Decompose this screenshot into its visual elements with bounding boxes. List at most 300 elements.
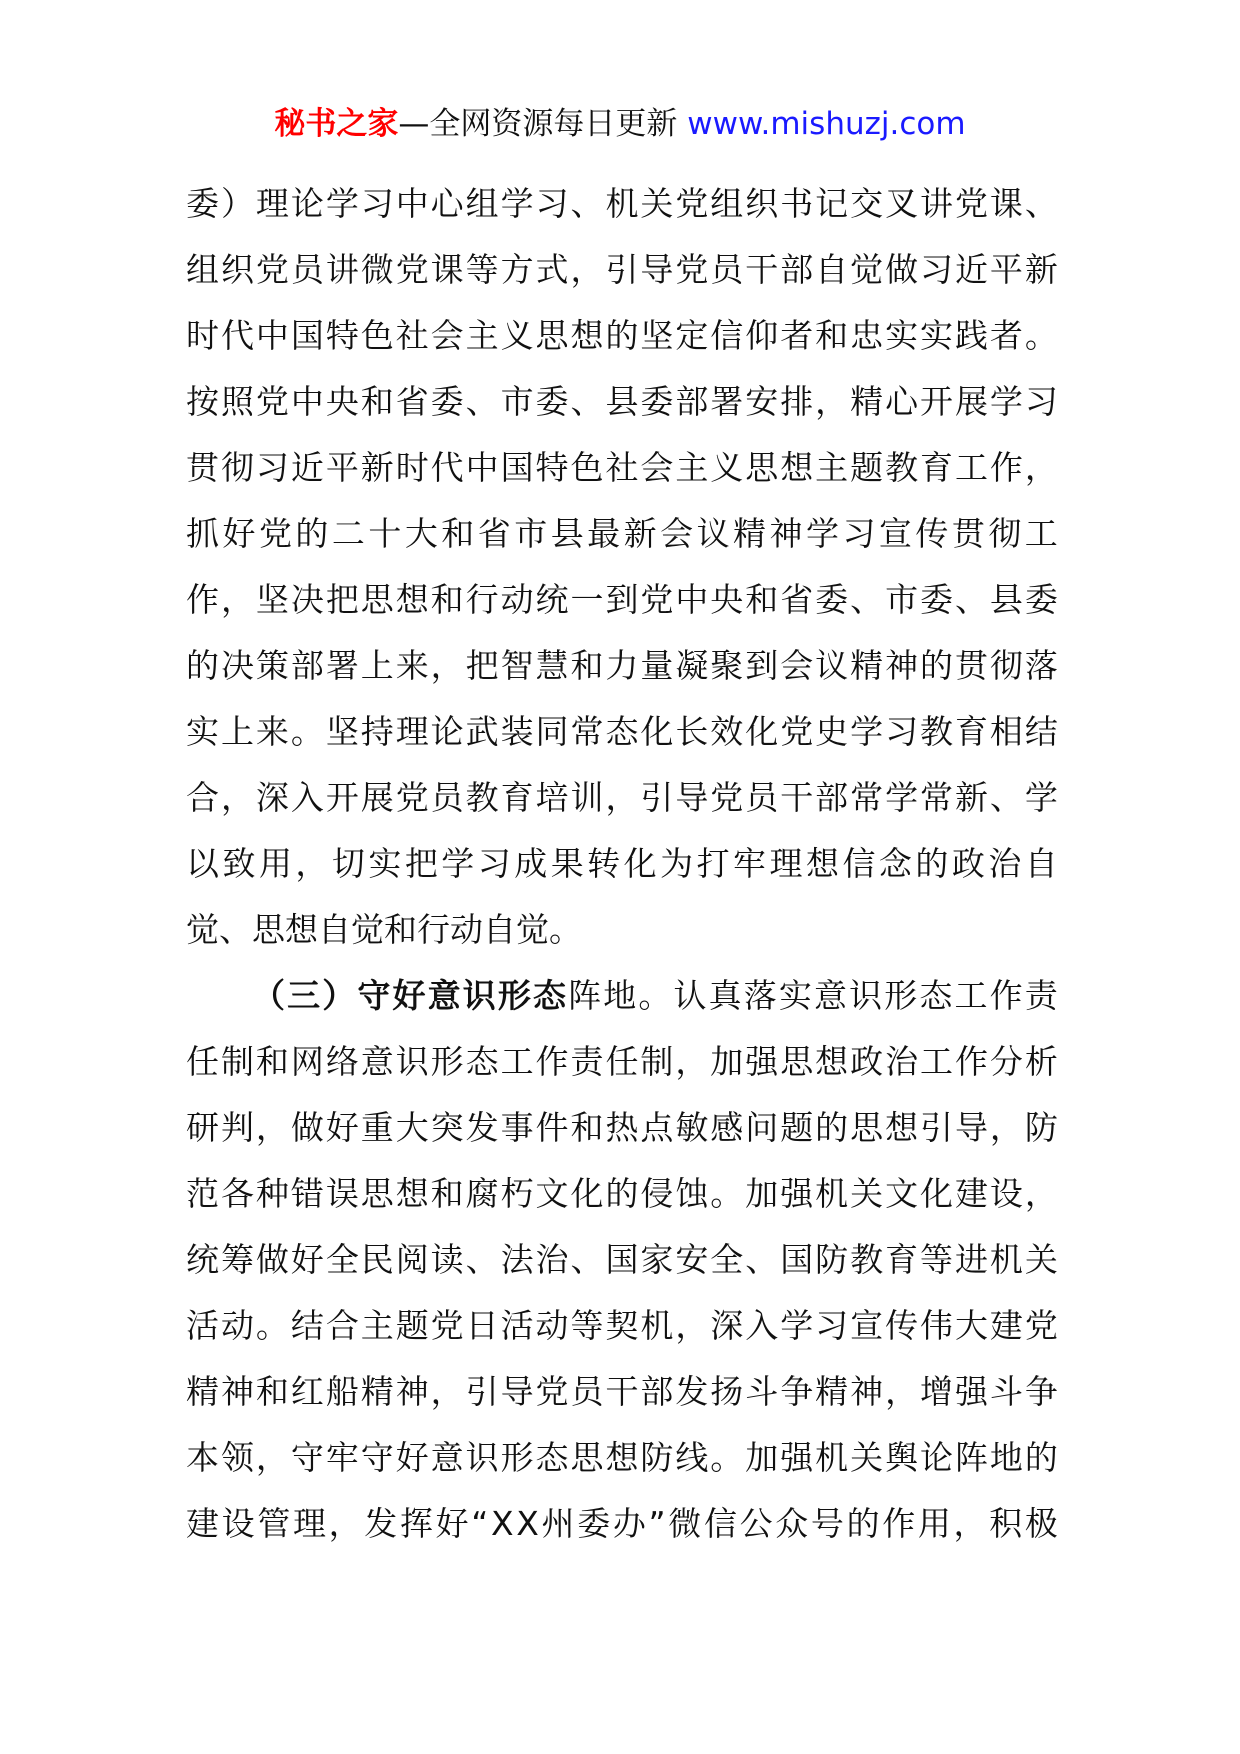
text-line bbox=[186, 633, 1058, 699]
text-char: 蚀 bbox=[675, 1174, 709, 1213]
text-char: 意 bbox=[430, 1438, 464, 1477]
text-char: 微 bbox=[360, 250, 394, 289]
text-char: 上 bbox=[360, 646, 394, 685]
text-char: 一 bbox=[570, 580, 604, 619]
text-char: 公 bbox=[739, 1504, 773, 1543]
text-char: ， bbox=[255, 1438, 289, 1477]
text-char: 误 bbox=[325, 1174, 359, 1213]
text-char: 坚 bbox=[640, 316, 674, 355]
text-char: 新 bbox=[360, 448, 394, 487]
text-char: 学 bbox=[885, 778, 919, 817]
text-char: 筹 bbox=[220, 1240, 254, 1279]
text-char: 制 bbox=[640, 1042, 674, 1081]
text-char: 省 bbox=[780, 580, 814, 619]
text-char: 会 bbox=[660, 514, 694, 553]
text-char: 想 bbox=[395, 1174, 429, 1213]
text-char: 好 bbox=[395, 1438, 429, 1477]
text-char: 。 bbox=[290, 712, 324, 751]
text-char: 用 bbox=[258, 844, 292, 883]
section-heading-line bbox=[186, 963, 1058, 1029]
text-char: 化 bbox=[640, 712, 674, 751]
text-char: 央 bbox=[325, 382, 359, 421]
text-line bbox=[186, 501, 1058, 567]
text-char: 致 bbox=[222, 844, 256, 883]
text-char: 防 bbox=[640, 1438, 674, 1477]
text-char: 习 bbox=[920, 250, 954, 289]
text-char: 错 bbox=[290, 1174, 324, 1213]
text-char: 平 bbox=[325, 448, 359, 487]
text-char: 思 bbox=[360, 1174, 394, 1213]
text-char: 市 bbox=[500, 382, 534, 421]
text-char: 实 bbox=[368, 844, 402, 883]
text-char: 党 bbox=[640, 580, 674, 619]
text-char: 大 bbox=[395, 1108, 429, 1147]
text-char: 十 bbox=[368, 514, 402, 553]
text-char: 结 bbox=[1024, 712, 1058, 751]
text-char: 契 bbox=[605, 1306, 639, 1345]
text-char: 、 bbox=[465, 382, 499, 421]
text-char: 防 bbox=[1024, 1108, 1058, 1147]
text-char: 件 bbox=[535, 1108, 569, 1147]
text-char: 守 bbox=[360, 1438, 394, 1477]
text-char: 中 bbox=[675, 580, 709, 619]
text-char: 、 bbox=[570, 184, 604, 223]
text-char: 委 bbox=[1024, 580, 1058, 619]
text-char: 学 bbox=[325, 184, 359, 223]
text-char: 各 bbox=[220, 1174, 254, 1213]
text-char: 想 bbox=[285, 910, 318, 949]
text-char: 红 bbox=[290, 1372, 324, 1411]
text-char: 习 bbox=[815, 1306, 849, 1345]
text-char: 色 bbox=[360, 316, 394, 355]
text-char: 政 bbox=[951, 844, 985, 883]
text-char: 理 bbox=[255, 184, 289, 223]
text-char: 做 bbox=[290, 1108, 324, 1147]
text-char: 积 bbox=[989, 1504, 1023, 1543]
text-char: 想 bbox=[395, 580, 429, 619]
text-char: 强 bbox=[745, 1042, 779, 1081]
text-char: 党 bbox=[255, 250, 289, 289]
text-char: 建 bbox=[954, 1174, 988, 1213]
text-char: 育 bbox=[954, 712, 988, 751]
text-char: 展 bbox=[360, 778, 394, 817]
text-char: 作 bbox=[989, 448, 1023, 487]
text-char: 把 bbox=[404, 844, 438, 883]
text-char: 打 bbox=[696, 844, 730, 883]
text-char: 员 bbox=[710, 250, 744, 289]
text-char: 传 bbox=[915, 514, 949, 553]
text-char: 建 bbox=[989, 1306, 1023, 1345]
text-char: 习 bbox=[360, 184, 394, 223]
text-char: 教 bbox=[850, 1240, 884, 1279]
text-line bbox=[186, 1425, 1058, 1491]
text-char: ， bbox=[295, 844, 329, 883]
text-char: 伟 bbox=[920, 1306, 954, 1345]
text-char: 照 bbox=[220, 382, 254, 421]
text-char: 署 bbox=[325, 646, 359, 685]
text-char: 部 bbox=[290, 646, 324, 685]
text-char: 。 bbox=[638, 976, 672, 1015]
text-char: 想 bbox=[805, 844, 839, 883]
text-line bbox=[186, 1029, 1058, 1095]
text-char: 主 bbox=[675, 448, 709, 487]
text-char: 神 bbox=[885, 646, 919, 685]
text-char: 学 bbox=[780, 1306, 814, 1345]
text-char: 委 bbox=[920, 580, 954, 619]
text-char: 态 bbox=[535, 1438, 569, 1477]
text-char: 决 bbox=[290, 580, 324, 619]
text-char: 阵 bbox=[954, 1438, 988, 1477]
text-char: 本 bbox=[186, 1438, 219, 1477]
text-char: 坚 bbox=[255, 580, 289, 619]
text-char: 神 bbox=[850, 1372, 884, 1411]
text-char: 抓 bbox=[186, 514, 219, 553]
site-brand-name: 秘书之家 bbox=[274, 106, 399, 142]
text-char: 作 bbox=[882, 1504, 916, 1543]
text-char: 新 bbox=[1024, 250, 1058, 289]
text-char: 和 bbox=[430, 1174, 464, 1213]
text-char: 彻 bbox=[988, 514, 1022, 553]
text-char: 防 bbox=[815, 1240, 849, 1279]
text-char: 、 bbox=[465, 1240, 499, 1279]
text-char: 课 bbox=[989, 184, 1023, 223]
text-char: 代 bbox=[430, 448, 464, 487]
text-char: 大 bbox=[404, 514, 438, 553]
text-char: 引 bbox=[465, 1372, 499, 1411]
text-line bbox=[186, 171, 1058, 237]
text-char: 育 bbox=[500, 778, 534, 817]
text-char: 加 bbox=[745, 1438, 779, 1477]
text-char: 组 bbox=[465, 184, 499, 223]
text-char: 党 bbox=[395, 250, 429, 289]
text-char: 精 bbox=[815, 1372, 849, 1411]
text-char: 和 bbox=[255, 1372, 289, 1411]
text-char: 和 bbox=[255, 1042, 289, 1081]
text-char: 众 bbox=[775, 1504, 809, 1543]
text-char: 法 bbox=[500, 1240, 534, 1279]
text-char: 和 bbox=[441, 514, 475, 553]
text-char: 思 bbox=[360, 580, 394, 619]
text-char: 代 bbox=[220, 316, 254, 355]
text-char: 式 bbox=[535, 250, 569, 289]
text-char: 效 bbox=[710, 712, 744, 751]
text-char: 想 bbox=[885, 1108, 919, 1147]
text-char: 自 bbox=[815, 250, 849, 289]
text-char: 量 bbox=[640, 646, 674, 685]
text-char: 进 bbox=[954, 1240, 988, 1279]
text-char: 、 bbox=[745, 1240, 779, 1279]
text-char: 加 bbox=[710, 1042, 744, 1081]
site-tagline: —全网资源每日更新 bbox=[398, 106, 678, 142]
text-char: 、 bbox=[1024, 184, 1058, 223]
text-char: 市 bbox=[514, 514, 548, 553]
text-char: 中 bbox=[395, 184, 429, 223]
text-char: 念 bbox=[878, 844, 912, 883]
text-char: 。 bbox=[1024, 316, 1058, 355]
text-char: 、 bbox=[989, 778, 1023, 817]
text-char: 信 bbox=[842, 844, 876, 883]
text-line-paragraph-end bbox=[186, 897, 1058, 963]
text-char: 委 bbox=[430, 382, 464, 421]
text-char: 委 bbox=[640, 382, 674, 421]
text-char: 。 bbox=[255, 1306, 289, 1345]
text-char: 扬 bbox=[710, 1372, 744, 1411]
text-char: 实 bbox=[186, 712, 219, 751]
text-char: 讲 bbox=[325, 250, 359, 289]
text-char: 神 bbox=[395, 1372, 429, 1411]
text-char: 政 bbox=[850, 1042, 884, 1081]
text-char: 敏 bbox=[675, 1108, 709, 1147]
text-char: 的 bbox=[920, 646, 954, 685]
text-char: 阵 bbox=[568, 976, 602, 1015]
text-char: 近 bbox=[290, 448, 324, 487]
text-char: 工 bbox=[1024, 514, 1058, 553]
text-char: ， bbox=[675, 1042, 709, 1081]
text-char: 慧 bbox=[535, 646, 569, 685]
text-char: 动 bbox=[450, 910, 483, 949]
text-char: ， bbox=[815, 382, 849, 421]
text-char: 管 bbox=[257, 1504, 291, 1543]
text-char: 化 bbox=[570, 1174, 604, 1213]
text-line bbox=[186, 237, 1058, 303]
text-char: 贯 bbox=[186, 448, 219, 487]
text-char: 学 bbox=[805, 514, 839, 553]
text-char: 领 bbox=[220, 1438, 254, 1477]
text-char: 等 bbox=[465, 250, 499, 289]
text-char: 县 bbox=[550, 514, 584, 553]
text-char: 坚 bbox=[325, 712, 359, 751]
text-char: ， bbox=[1024, 1174, 1058, 1213]
text-char: 文 bbox=[885, 1174, 919, 1213]
text-char: 自 bbox=[1024, 844, 1058, 883]
text-char: 号 bbox=[810, 1504, 844, 1543]
text-char: 新 bbox=[954, 778, 988, 817]
text-char: 党 bbox=[535, 1372, 569, 1411]
text-char: 色 bbox=[570, 448, 604, 487]
text-char: 争 bbox=[780, 1372, 814, 1411]
text-line bbox=[186, 1161, 1058, 1227]
text-char: 和 bbox=[570, 1108, 604, 1147]
text-line bbox=[186, 369, 1058, 435]
text-char: 。 bbox=[549, 910, 582, 949]
text-char: 会 bbox=[430, 316, 464, 355]
text-char: 到 bbox=[745, 646, 779, 685]
text-char: 工 bbox=[954, 976, 988, 1015]
text-line bbox=[186, 435, 1058, 501]
text-char: 州 bbox=[541, 1504, 575, 1543]
text-char: 部 bbox=[815, 778, 849, 817]
text-char: 工 bbox=[954, 448, 988, 487]
text-char: 觉 bbox=[186, 910, 219, 949]
text-char: 入 bbox=[745, 1306, 779, 1345]
text-char: （ bbox=[252, 976, 285, 1015]
text-char: 。 bbox=[710, 1174, 744, 1213]
text-char: 化 bbox=[745, 712, 779, 751]
text-char: 理 bbox=[769, 844, 803, 883]
text-char: 守 bbox=[290, 1438, 324, 1477]
text-char: ） bbox=[322, 976, 356, 1015]
text-char: 主 bbox=[465, 316, 499, 355]
text-char: 种 bbox=[255, 1174, 289, 1213]
text-char: 和 bbox=[745, 580, 779, 619]
text-char: 导 bbox=[675, 778, 709, 817]
text-char: 作 bbox=[989, 976, 1023, 1015]
text-char: 、 bbox=[219, 910, 252, 949]
text-char: 党 bbox=[675, 250, 709, 289]
text-char: 切 bbox=[331, 844, 365, 883]
text-char: 员 bbox=[430, 778, 464, 817]
text-char: 建 bbox=[186, 1504, 219, 1543]
text-char: 全 bbox=[710, 1240, 744, 1279]
text-char: 凝 bbox=[675, 646, 709, 685]
text-char: 关 bbox=[1024, 1240, 1058, 1279]
text-char: 强 bbox=[780, 1174, 814, 1213]
text-char: 教 bbox=[920, 712, 954, 751]
text-char: 精 bbox=[850, 646, 884, 685]
text-char: 、 bbox=[570, 1240, 604, 1279]
text-char: 干 bbox=[745, 250, 779, 289]
text-char: 决 bbox=[220, 646, 254, 685]
text-char: 常 bbox=[850, 778, 884, 817]
text-char: 研 bbox=[186, 1108, 219, 1147]
text-char: 党 bbox=[710, 778, 744, 817]
text-char: 、 bbox=[570, 382, 604, 421]
text-char: 题 bbox=[395, 1306, 429, 1345]
text-line bbox=[186, 303, 1058, 369]
text-char: 的 bbox=[186, 646, 219, 685]
text-char: ， bbox=[675, 1306, 709, 1345]
text-char: 统 bbox=[186, 1240, 219, 1279]
text-char: 挥 bbox=[399, 1504, 433, 1543]
text-char: 。 bbox=[710, 1438, 744, 1477]
text-char: 全 bbox=[325, 1240, 359, 1279]
text-char: 学 bbox=[1024, 778, 1058, 817]
text-char: 学 bbox=[989, 382, 1023, 421]
text-char: 宣 bbox=[850, 1306, 884, 1345]
text-char: 觉 bbox=[850, 250, 884, 289]
text-char: 治 bbox=[885, 1042, 919, 1081]
text-char: 三 bbox=[287, 976, 321, 1015]
text-char: 理 bbox=[292, 1504, 326, 1543]
text-char: 精 bbox=[360, 1372, 394, 1411]
text-char: ， bbox=[430, 1372, 464, 1411]
text-char: 形 bbox=[884, 976, 918, 1015]
text-char: 论 bbox=[290, 184, 324, 223]
text-char: 络 bbox=[325, 1042, 359, 1081]
text-char: ， bbox=[1024, 448, 1058, 487]
text-char: 民 bbox=[360, 1240, 394, 1279]
text-char: 智 bbox=[500, 646, 534, 685]
text-char: 做 bbox=[255, 1240, 289, 1279]
text-char: 关 bbox=[850, 1174, 884, 1213]
text-char: 分 bbox=[989, 1042, 1023, 1081]
text-char: 学 bbox=[441, 844, 475, 883]
text-char: 署 bbox=[710, 382, 744, 421]
text-char: 机 bbox=[989, 1240, 1023, 1279]
text-char: ” bbox=[648, 1504, 666, 1543]
text-char: 化 bbox=[920, 1174, 954, 1213]
text-char: 党 bbox=[675, 184, 709, 223]
text-char: 委 bbox=[577, 1504, 611, 1543]
text-char: 识 bbox=[465, 1438, 499, 1477]
text-char: 员 bbox=[570, 1372, 604, 1411]
text-char: 统 bbox=[535, 580, 569, 619]
text-char: 员 bbox=[290, 250, 324, 289]
text-char: 合 bbox=[325, 1306, 359, 1345]
text-char: 做 bbox=[885, 250, 919, 289]
text-char: 中 bbox=[255, 316, 289, 355]
text-char: 关 bbox=[850, 1438, 884, 1477]
text-char: 平 bbox=[989, 250, 1023, 289]
text-char: 贯 bbox=[954, 646, 988, 685]
text-line bbox=[186, 765, 1058, 831]
text-char: 开 bbox=[325, 778, 359, 817]
text-char: 二 bbox=[331, 514, 365, 553]
text-char: 来 bbox=[395, 646, 429, 685]
text-char: 朽 bbox=[500, 1174, 534, 1213]
text-char: ， bbox=[989, 1108, 1023, 1147]
text-char: 地 bbox=[989, 1438, 1023, 1477]
text-char: 育 bbox=[920, 448, 954, 487]
text-char: 和 bbox=[815, 316, 849, 355]
text-char: 聚 bbox=[710, 646, 744, 685]
text-char: 学 bbox=[850, 712, 884, 751]
site-url: www.mishuzj.com bbox=[687, 106, 966, 142]
text-char: 制 bbox=[220, 1042, 254, 1081]
text-char: 教 bbox=[885, 448, 919, 487]
text-char: 把 bbox=[465, 646, 499, 685]
text-char: 定 bbox=[675, 316, 709, 355]
text-char: 落 bbox=[1024, 646, 1058, 685]
text-char: 习 bbox=[885, 712, 919, 751]
text-char: 机 bbox=[605, 184, 639, 223]
text-char: 重 bbox=[360, 1108, 394, 1147]
text-char: 家 bbox=[640, 1240, 674, 1279]
text-char: 好 bbox=[290, 1240, 324, 1279]
text-char: 转 bbox=[587, 844, 621, 883]
text-char: 态 bbox=[465, 1042, 499, 1081]
text-char: 深 bbox=[255, 778, 289, 817]
text-char: 县 bbox=[989, 580, 1023, 619]
text-char: 思 bbox=[252, 910, 285, 949]
text-char: 彻 bbox=[220, 448, 254, 487]
text-char: 宣 bbox=[878, 514, 912, 553]
text-char: 者 bbox=[989, 316, 1023, 355]
text-char: 相 bbox=[989, 712, 1023, 751]
text-char: 会 bbox=[640, 448, 674, 487]
text-char: 守 bbox=[357, 976, 391, 1015]
text-char: 中 bbox=[465, 448, 499, 487]
text-char: 学 bbox=[500, 184, 534, 223]
text-char: 态 bbox=[605, 712, 639, 751]
text-char: 事 bbox=[500, 1108, 534, 1147]
text-char: 动 bbox=[500, 580, 534, 619]
text-char: 常 bbox=[570, 712, 604, 751]
text-char: 神 bbox=[220, 1372, 254, 1411]
text-char: 理 bbox=[395, 712, 429, 751]
text-char: 记 bbox=[815, 184, 849, 223]
text-char: ， bbox=[885, 1372, 919, 1411]
text-char: 党 bbox=[1024, 1306, 1058, 1345]
text-char: 主 bbox=[360, 1306, 394, 1345]
text-char: 思 bbox=[535, 316, 569, 355]
text-char: ） bbox=[220, 184, 254, 223]
text-char: 行 bbox=[465, 580, 499, 619]
text-char: 和 bbox=[384, 910, 417, 949]
text-char: 动 bbox=[535, 1306, 569, 1345]
text-char: 入 bbox=[290, 778, 324, 817]
text-char: 按 bbox=[186, 382, 219, 421]
